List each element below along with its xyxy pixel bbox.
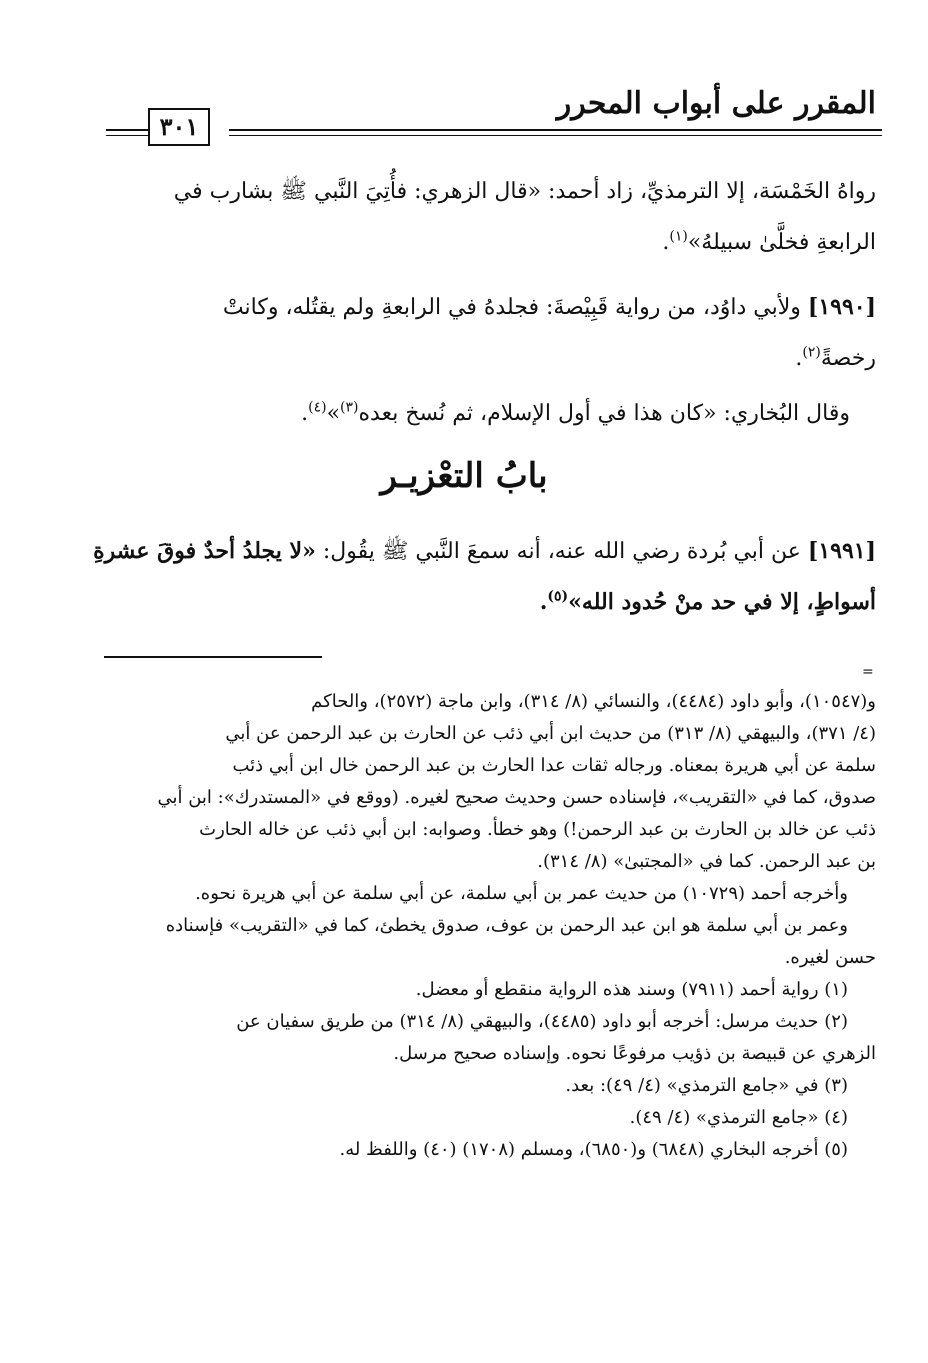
footnote-separator [104,656,322,658]
page-number: ٣٠١ [148,108,210,146]
footnote-4: (٤) «جامع الترمذي» (٤/ ٤٩). [629,1107,848,1128]
bukhari-statement-text: وقال البُخاري: «كان هذا في أول الإسلام، ثم نُسخ بعده [358,401,850,426]
bukhari-statement: وقال البُخاري: «كان هذا في أول الإسلام، ثم نُسخ بعده$^{(٣)}$»$^{(٤)}$. [301,399,850,426]
footnote-ref-3: (٣) [340,399,359,416]
footnote-1: (١) رواية أحمد (٧٩١١) وسند هذه الرواية منقطع أو معضل. [415,979,848,1000]
footnote-2: (٢) حديث مرسل: أخرجه أبو داود (٤٤٨٥)، والبيهقي (٨/ ٣١٤) من طريق سفيان عن [236,1011,848,1032]
hadith-1991-text: عن أبي بُردة رضي الله عنه، أنه سمعَ النَّبي ﷺ يقُول: [315,539,808,564]
header-rule [229,129,882,131]
footnote-line: بن عبد الرحمن. كما في «المجتبىٰ» (٨/ ٣١٤). [537,851,876,872]
header-rule-left [106,129,148,131]
hadith-1990 [50,282,876,384]
footnote-line: وأخرجه أحمد (١٠٧٢٩) من حديث عمر بن أبي سلمة، عن أبي سلمة عن أبي هريرة نحوه. [195,883,848,904]
continuation-mark: = [862,664,874,680]
footnote-2-line-2: الزهري عن قبيصة بن ذؤيب مرفوعًا نحوه. وإسناده صحيح مرسل. [393,1043,876,1064]
hadith-1991-matn: «لا يجلدُ أحدٌ فوقَ عشرةِ [93,538,316,564]
hadith-number: [١٩٩٠] [807,294,876,320]
footnote-line: وعمر بن أبي سلمة هو ابن عبد الرحمن بن عوف، صدوق يخطئ، كما في «التقريب» فإسناده [165,915,848,936]
hadith-1990-line-2: رخصةً$^{(٢)}$. [795,344,876,371]
hadith-1990-line-1 [50,282,876,333]
footnote-line: حسن لغيره. [784,947,876,968]
footnote-ref-1: (١) [669,228,688,245]
footnote-line: سلمة عن أبي هريرة بمعناه. ورجاله ثقات عدا الحارث بن عبد الرحمن خال ابن أبي ذئب [232,755,876,776]
hadith-1990-line-2-text: رخصةً [820,346,876,371]
footnote-ref-5: (٥) [547,588,569,605]
footnote-continuation [50,686,876,1166]
hadith-1991 [50,526,876,628]
paragraph-1 [50,166,876,268]
header-rule-thin [229,135,882,136]
footnote-ref-4: (٤) [308,399,327,416]
paragraph-1-line-1: رواهُ الخَمْسَة، إلا الترمذيِّ، زاد أحمد: «قال الزهري: فأُتِيَ النَّبي ﷺ بشارب في [173,179,876,204]
footnote-ref-2: (٢) [802,344,821,361]
paragraph-1-line-2: الرابعةِ فخلَّىٰ سبيلهُ»$^{(١)}$. [662,228,876,255]
running-title: المقرر على أبواب المحرر [556,86,876,121]
footnote-line: و(١٠٥٤٧)، وأبو داود (٤٤٨٤)، والنسائي (٨/ ٣١٤)، وابن ماجة (٢٥٧٢)، والحاكم [311,691,876,712]
hadith-number: [١٩٩١] [807,538,876,564]
hadith-1991-line-2: أسواطٍ، إلا في حد منْ حُدود الله»$^{(٥)}$. [539,588,876,615]
hadith-1991-line-1 [50,526,876,577]
footnote-line: ذئب عن خالد بن الحارث بن عبد الرحمن!) وهو خطأ. وصوابه: ابن أبي ذئب عن خاله الحارث [199,819,876,840]
footnote-5: (٥) أخرجه البخاري (٦٨٤٨) و(٦٨٥٠)، ومسلم (١٧٠٨) (٤٠) واللفظ له. [339,1139,848,1160]
footnote-3: (٣) في «جامع الترمذي» (٤/ ٤٩): بعد. [565,1075,848,1096]
footnote-line: (٤/ ٣٧١)، والبيهقي (٨/ ٣١٣) من حديث ابن أبي ذئب عن الحارث بن عبد الرحمن عن أبي [225,723,876,744]
footnote-line: صدوق، كما في «التقريب»، فإسناده حسن وحديث صحيح لغيره. (ووقع في «المستدرك»: ابن أبي [157,787,876,808]
hadith-1990-text: ولأبي داوُد، من رواية قَبِيْصةَ: فجلدهُ في الرابعةِ ولم يقتُله، وكانتْ [222,295,808,320]
hadith-1991-line-2-text: أسواطٍ، إلا في حد منْ حُدود الله» [568,589,876,615]
paragraph-1-line-2-text: الرابعةِ فخلَّىٰ سبيلهُ» [687,230,876,255]
chapter-title: بابُ التعْزيـر [380,456,548,496]
header-rule-left-thin [106,135,148,136]
